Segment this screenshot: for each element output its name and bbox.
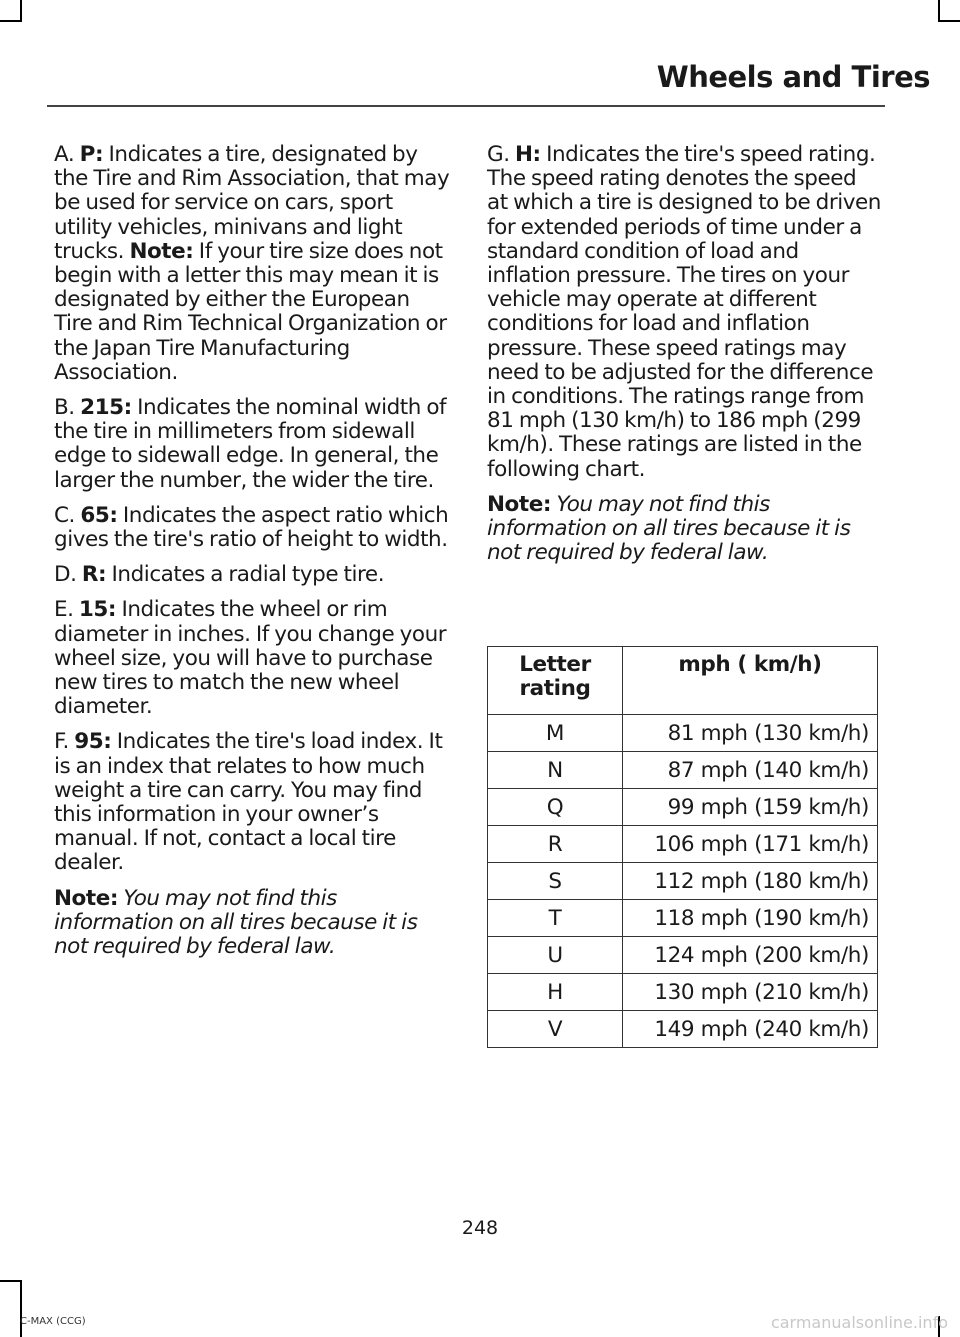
note-text: You may not find this information on all tires because it is not required by federal law. <box>54 885 418 960</box>
note-label: Note: <box>54 885 118 911</box>
item-key: R: <box>81 562 107 588</box>
speed-cell: 112 mph (180 km/h) <box>623 863 878 900</box>
item-letter: E. <box>54 597 79 623</box>
header-letter-rating: Letter rating <box>488 647 623 715</box>
letter-cell: Q <box>488 789 623 826</box>
note-label: Note: <box>487 491 551 517</box>
speed-cell: 124 mph (200 km/h) <box>623 937 878 974</box>
letter-cell: V <box>488 1011 623 1048</box>
crop-mark <box>0 1280 22 1282</box>
table-row <box>488 752 878 789</box>
item-letter: A. <box>54 142 80 167</box>
crop-mark <box>938 0 940 22</box>
table-row <box>488 900 878 937</box>
definition-g <box>487 143 882 482</box>
speed-cell: 149 mph (240 km/h) <box>623 1011 878 1048</box>
left-note <box>54 887 450 960</box>
table-row <box>488 789 878 826</box>
item-text: Indicates the tire's load index. It is an index that relates to how much weight a tire can carry. You may find this information in your owner’s manual. If not, contact a local tire dealer. <box>54 729 443 876</box>
table-row <box>488 826 878 863</box>
note-label: Note: <box>129 238 194 264</box>
letter-cell: S <box>488 863 623 900</box>
item-letter: G. <box>487 142 515 167</box>
item-text: Indicates the tire's speed rating. The speed rating denotes the speed at which a tire is designed to be driven for extended periods of time under a standard condition of load and inflation pressure. The tires on your vehicle may operate at different conditions for load and inflation pressure. These speed ratings may need to be adjusted for the difference in conditions. The ratings range from 81 mph (130 km/h) to 186 mph (299 km/h). These ratings are listed in the following chart. <box>487 142 881 482</box>
letter-cell: T <box>488 900 623 937</box>
watermark: carmanualsonline.info <box>770 1313 948 1332</box>
crop-mark <box>20 1280 22 1337</box>
item-key: 15: <box>78 597 117 623</box>
item-letter: D. <box>54 562 82 588</box>
letter-cell: N <box>488 752 623 789</box>
page-number: 248 <box>461 1217 499 1239</box>
table-row <box>488 974 878 1011</box>
definition-a <box>54 143 450 385</box>
item-key: 95: <box>74 729 112 755</box>
note-text: You may not find this information on all tires because it is not required by federal law. <box>487 491 851 566</box>
item-text: Indicates a tire, designated by the Tire and Rim Association, that may be used for service on cars, sport utility vehicles, minivans and light trucks. <box>54 142 450 264</box>
table-row <box>488 715 878 752</box>
item-key: H: <box>514 142 541 167</box>
table-row <box>488 863 878 900</box>
letter-cell: M <box>488 715 623 752</box>
definition-d <box>54 563 450 587</box>
title-divider <box>47 105 885 107</box>
crop-mark <box>0 20 22 22</box>
left-column <box>54 143 450 970</box>
right-note <box>487 493 882 566</box>
speed-cell: 81 mph (130 km/h) <box>623 715 878 752</box>
letter-cell: R <box>488 826 623 863</box>
table-row <box>488 1011 878 1048</box>
table-header-row <box>488 647 878 715</box>
model-code: C-MAX (CCG) <box>20 1316 86 1327</box>
definition-e <box>54 598 450 719</box>
speed-cell: 118 mph (190 km/h) <box>623 900 878 937</box>
item-text: Indicates the nominal width of the tire in millimeters from sidewall edge to sidewall edge. In general, the larger the number, the wider the tire. <box>54 395 447 493</box>
crop-mark <box>20 0 22 22</box>
definition-f <box>54 730 450 875</box>
speed-rating-table <box>487 646 878 1048</box>
crop-mark <box>938 20 960 22</box>
definition-b <box>54 396 450 493</box>
table-row <box>488 937 878 974</box>
item-key: 65: <box>80 502 118 528</box>
definition-c <box>54 504 450 552</box>
item-text: Indicates the wheel or rim diameter in inches. If you change your wheel size, you will have to purchase new tires to match the new wheel diameter. <box>54 597 447 720</box>
item-key: P: <box>79 142 104 167</box>
item-letter: B. <box>54 395 81 421</box>
speed-cell: 99 mph (159 km/h) <box>623 789 878 826</box>
note-text: If your tire size does not begin with a letter this may mean it is designated by either the European Tire and Rim Technical Organization or the Japan Tire Manufacturing Association. <box>54 238 447 385</box>
item-letter: F. <box>54 729 75 755</box>
item-letter: C. <box>54 502 81 528</box>
item-text: Indicates a radial type tire. <box>106 562 385 588</box>
page-title: Wheels and Tires <box>656 60 930 94</box>
item-key: 215: <box>80 395 132 421</box>
item-text: Indicates the aspect ratio which gives the tire's ratio of height to width. <box>54 502 449 553</box>
right-column <box>487 143 882 576</box>
letter-cell: H <box>488 974 623 1011</box>
speed-cell: 130 mph (210 km/h) <box>623 974 878 1011</box>
header-speed: mph ( km/h) <box>623 647 878 715</box>
letter-cell: U <box>488 937 623 974</box>
speed-cell: 106 mph (171 km/h) <box>623 826 878 863</box>
speed-cell: 87 mph (140 km/h) <box>623 752 878 789</box>
